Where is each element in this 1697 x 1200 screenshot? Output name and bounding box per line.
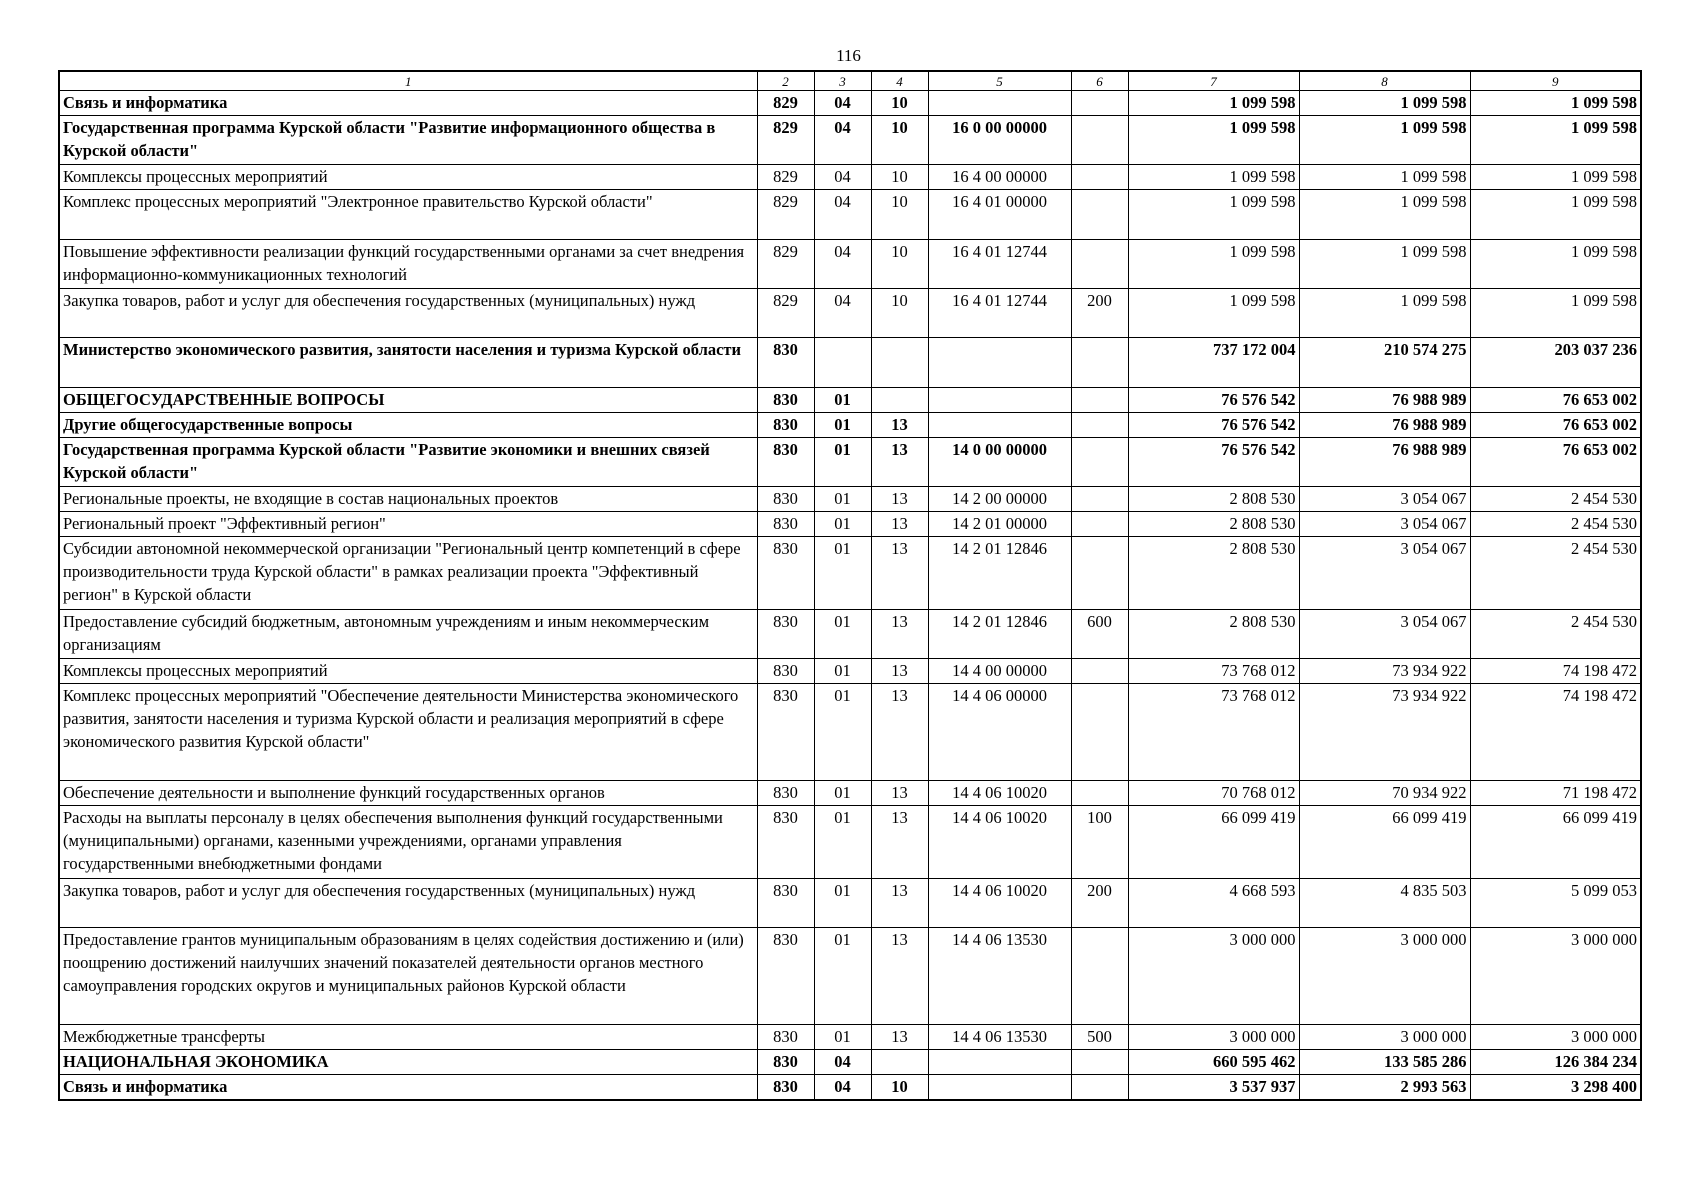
amount-year-3: 203 037 236 bbox=[1470, 338, 1641, 388]
row-name: Комплексы процессных мероприятий bbox=[59, 165, 757, 190]
table-row bbox=[59, 240, 1641, 289]
table-row bbox=[59, 610, 1641, 659]
amount-year-3: 3 000 000 bbox=[1470, 1025, 1641, 1050]
table-row bbox=[59, 1050, 1641, 1075]
amount-year-1: 1 099 598 bbox=[1128, 289, 1299, 338]
subsection-code: 13 bbox=[871, 1025, 928, 1050]
grbs-code: 830 bbox=[757, 438, 814, 487]
target-article-code bbox=[928, 91, 1071, 116]
subsection-code: 13 bbox=[871, 781, 928, 806]
grbs-code: 830 bbox=[757, 1025, 814, 1050]
amount-year-2: 1 099 598 bbox=[1299, 91, 1470, 116]
section-code: 01 bbox=[814, 684, 871, 781]
table-row bbox=[59, 537, 1641, 610]
target-article-code: 14 4 06 13530 bbox=[928, 928, 1071, 1025]
row-name: ОБЩЕГОСУДАРСТВЕННЫЕ ВОПРОСЫ bbox=[59, 388, 757, 413]
amount-year-2: 2 993 563 bbox=[1299, 1075, 1470, 1101]
target-article-code: 14 4 06 10020 bbox=[928, 781, 1071, 806]
amount-year-3: 74 198 472 bbox=[1470, 684, 1641, 781]
row-name: Государственная программа Курской области "Развитие информационного общества в Курской области" bbox=[59, 116, 757, 165]
grbs-code: 829 bbox=[757, 190, 814, 240]
target-article-code: 16 4 00 00000 bbox=[928, 165, 1071, 190]
amount-year-2: 76 988 989 bbox=[1299, 413, 1470, 438]
section-code: 04 bbox=[814, 1075, 871, 1101]
subsection-code: 10 bbox=[871, 116, 928, 165]
target-article-code: 16 0 00 00000 bbox=[928, 116, 1071, 165]
table-row bbox=[59, 438, 1641, 487]
table-row bbox=[59, 879, 1641, 928]
target-article-code: 14 4 06 13530 bbox=[928, 1025, 1071, 1050]
table-row bbox=[59, 684, 1641, 781]
row-name: Другие общегосударственные вопросы bbox=[59, 413, 757, 438]
target-article-code: 16 4 01 00000 bbox=[928, 190, 1071, 240]
page-number: 116 bbox=[836, 46, 861, 65]
column-number: 3 bbox=[814, 71, 871, 91]
row-name: Предоставление грантов муниципальным образованиям в целях содействия достижению и (или) поощрению достижений наилучших значений показателей деятельности органов местного самоуправления городских округов и муниципальных районов Курской области bbox=[59, 928, 757, 1025]
amount-year-1: 3 000 000 bbox=[1128, 928, 1299, 1025]
amount-year-2: 76 988 989 bbox=[1299, 438, 1470, 487]
column-number-row bbox=[59, 71, 1641, 91]
grbs-code: 830 bbox=[757, 659, 814, 684]
expense-type-code: 200 bbox=[1071, 879, 1128, 928]
amount-year-2: 3 054 067 bbox=[1299, 610, 1470, 659]
amount-year-1: 2 808 530 bbox=[1128, 512, 1299, 537]
row-name: Связь и информатика bbox=[59, 1075, 757, 1101]
grbs-code: 830 bbox=[757, 388, 814, 413]
subsection-code: 13 bbox=[871, 659, 928, 684]
target-article-code bbox=[928, 413, 1071, 438]
subsection-code: 10 bbox=[871, 190, 928, 240]
amount-year-3: 1 099 598 bbox=[1470, 240, 1641, 289]
subsection-code: 13 bbox=[871, 684, 928, 781]
table-row bbox=[59, 1075, 1641, 1101]
column-number: 9 bbox=[1470, 71, 1641, 91]
target-article-code: 14 4 06 10020 bbox=[928, 879, 1071, 928]
amount-year-3: 126 384 234 bbox=[1470, 1050, 1641, 1075]
amount-year-3: 66 099 419 bbox=[1470, 806, 1641, 879]
amount-year-2: 133 585 286 bbox=[1299, 1050, 1470, 1075]
table-row bbox=[59, 190, 1641, 240]
amount-year-3: 1 099 598 bbox=[1470, 190, 1641, 240]
section-code: 01 bbox=[814, 659, 871, 684]
table-row bbox=[59, 928, 1641, 1025]
subsection-code: 13 bbox=[871, 610, 928, 659]
section-code: 01 bbox=[814, 928, 871, 1025]
table-row bbox=[59, 512, 1641, 537]
target-article-code: 14 2 01 12846 bbox=[928, 537, 1071, 610]
grbs-code: 830 bbox=[757, 537, 814, 610]
expense-type-code bbox=[1071, 413, 1128, 438]
expense-type-code bbox=[1071, 165, 1128, 190]
table-row bbox=[59, 659, 1641, 684]
table-row bbox=[59, 781, 1641, 806]
grbs-code: 830 bbox=[757, 928, 814, 1025]
subsection-code: 10 bbox=[871, 165, 928, 190]
grbs-code: 830 bbox=[757, 610, 814, 659]
amount-year-2: 3 054 067 bbox=[1299, 487, 1470, 512]
amount-year-1: 660 595 462 bbox=[1128, 1050, 1299, 1075]
target-article-code: 14 2 01 12846 bbox=[928, 610, 1071, 659]
table-row bbox=[59, 116, 1641, 165]
subsection-code: 13 bbox=[871, 537, 928, 610]
expense-type-code bbox=[1071, 388, 1128, 413]
amount-year-2: 3 000 000 bbox=[1299, 1025, 1470, 1050]
amount-year-3: 74 198 472 bbox=[1470, 659, 1641, 684]
amount-year-1: 4 668 593 bbox=[1128, 879, 1299, 928]
amount-year-2: 210 574 275 bbox=[1299, 338, 1470, 388]
subsection-code: 13 bbox=[871, 928, 928, 1025]
column-number: 5 bbox=[928, 71, 1071, 91]
amount-year-2: 1 099 598 bbox=[1299, 190, 1470, 240]
grbs-code: 830 bbox=[757, 781, 814, 806]
amount-year-1: 1 099 598 bbox=[1128, 190, 1299, 240]
amount-year-3: 5 099 053 bbox=[1470, 879, 1641, 928]
expense-type-code bbox=[1071, 438, 1128, 487]
column-number: 7 bbox=[1128, 71, 1299, 91]
row-name: Межбюджетные трансферты bbox=[59, 1025, 757, 1050]
row-name: Комплексы процессных мероприятий bbox=[59, 659, 757, 684]
subsection-code: 10 bbox=[871, 1075, 928, 1101]
target-article-code: 16 4 01 12744 bbox=[928, 289, 1071, 338]
table-row bbox=[59, 165, 1641, 190]
amount-year-3: 1 099 598 bbox=[1470, 289, 1641, 338]
row-name: Повышение эффективности реализации функций государственными органами за счет внедрения информационно-коммуникационных технологий bbox=[59, 240, 757, 289]
row-name: Субсидии автономной некоммерческой организации "Региональный центр компетенций в сфере производительности труда Курской области" в рамках реализации проекта "Эффективный регион" в Курской области bbox=[59, 537, 757, 610]
amount-year-2: 70 934 922 bbox=[1299, 781, 1470, 806]
target-article-code: 14 2 01 00000 bbox=[928, 512, 1071, 537]
column-number: 4 bbox=[871, 71, 928, 91]
section-code: 04 bbox=[814, 165, 871, 190]
expense-type-code bbox=[1071, 512, 1128, 537]
expense-type-code bbox=[1071, 91, 1128, 116]
expense-type-code: 600 bbox=[1071, 610, 1128, 659]
section-code: 01 bbox=[814, 413, 871, 438]
grbs-code: 829 bbox=[757, 91, 814, 116]
table-row bbox=[59, 289, 1641, 338]
column-number: 1 bbox=[59, 71, 757, 91]
section-code: 01 bbox=[814, 1025, 871, 1050]
amount-year-3: 1 099 598 bbox=[1470, 165, 1641, 190]
section-code: 04 bbox=[814, 240, 871, 289]
budget-table bbox=[58, 70, 1642, 1101]
amount-year-2: 3 054 067 bbox=[1299, 537, 1470, 610]
grbs-code: 830 bbox=[757, 1075, 814, 1101]
grbs-code: 830 bbox=[757, 684, 814, 781]
grbs-code: 829 bbox=[757, 165, 814, 190]
amount-year-3: 76 653 002 bbox=[1470, 388, 1641, 413]
row-name: Комплекс процессных мероприятий "Электронное правительство Курской области" bbox=[59, 190, 757, 240]
amount-year-2: 76 988 989 bbox=[1299, 388, 1470, 413]
amount-year-2: 3 000 000 bbox=[1299, 928, 1470, 1025]
section-code: 04 bbox=[814, 91, 871, 116]
grbs-code: 830 bbox=[757, 338, 814, 388]
amount-year-1: 1 099 598 bbox=[1128, 116, 1299, 165]
row-name: Закупка товаров, работ и услуг для обеспечения государственных (муниципальных) нужд bbox=[59, 879, 757, 928]
row-name: Связь и информатика bbox=[59, 91, 757, 116]
section-code: 01 bbox=[814, 610, 871, 659]
amount-year-2: 73 934 922 bbox=[1299, 659, 1470, 684]
row-name: Министерство экономического развития, занятости населения и туризма Курской области bbox=[59, 338, 757, 388]
subsection-code: 13 bbox=[871, 487, 928, 512]
table-row bbox=[59, 413, 1641, 438]
target-article-code: 14 4 06 00000 bbox=[928, 684, 1071, 781]
row-name: Комплекс процессных мероприятий "Обеспечение деятельности Министерства экономического развития, занятости населения и туризма Курской области и реализация мероприятий в сфере экономического развития Курской области" bbox=[59, 684, 757, 781]
subsection-code: 13 bbox=[871, 512, 928, 537]
section-code: 01 bbox=[814, 781, 871, 806]
subsection-code: 13 bbox=[871, 879, 928, 928]
section-code: 01 bbox=[814, 537, 871, 610]
amount-year-3: 2 454 530 bbox=[1470, 610, 1641, 659]
expense-type-code bbox=[1071, 928, 1128, 1025]
expense-type-code bbox=[1071, 781, 1128, 806]
row-name: Предоставление субсидий бюджетным, автономным учреждениям и иным некоммерческим организациям bbox=[59, 610, 757, 659]
amount-year-2: 1 099 598 bbox=[1299, 165, 1470, 190]
amount-year-3: 3 298 400 bbox=[1470, 1075, 1641, 1101]
expense-type-code bbox=[1071, 1050, 1128, 1075]
amount-year-3: 2 454 530 bbox=[1470, 512, 1641, 537]
amount-year-1: 1 099 598 bbox=[1128, 165, 1299, 190]
amount-year-2: 1 099 598 bbox=[1299, 289, 1470, 338]
subsection-code bbox=[871, 338, 928, 388]
table-row bbox=[59, 806, 1641, 879]
expense-type-code bbox=[1071, 684, 1128, 781]
amount-year-2: 1 099 598 bbox=[1299, 240, 1470, 289]
subsection-code bbox=[871, 388, 928, 413]
amount-year-2: 1 099 598 bbox=[1299, 116, 1470, 165]
target-article-code: 14 4 00 00000 bbox=[928, 659, 1071, 684]
column-number: 2 bbox=[757, 71, 814, 91]
section-code: 01 bbox=[814, 512, 871, 537]
expense-type-code bbox=[1071, 116, 1128, 165]
section-code bbox=[814, 338, 871, 388]
subsection-code: 13 bbox=[871, 413, 928, 438]
target-article-code bbox=[928, 1050, 1071, 1075]
amount-year-1: 1 099 598 bbox=[1128, 91, 1299, 116]
grbs-code: 830 bbox=[757, 413, 814, 438]
expense-type-code: 200 bbox=[1071, 289, 1128, 338]
expense-type-code bbox=[1071, 487, 1128, 512]
row-name: НАЦИОНАЛЬНАЯ ЭКОНОМИКА bbox=[59, 1050, 757, 1075]
amount-year-1: 66 099 419 bbox=[1128, 806, 1299, 879]
section-code: 01 bbox=[814, 806, 871, 879]
amount-year-2: 3 054 067 bbox=[1299, 512, 1470, 537]
table-row bbox=[59, 388, 1641, 413]
amount-year-1: 76 576 542 bbox=[1128, 388, 1299, 413]
amount-year-1: 2 808 530 bbox=[1128, 610, 1299, 659]
row-name: Региональные проекты, не входящие в состав национальных проектов bbox=[59, 487, 757, 512]
amount-year-2: 73 934 922 bbox=[1299, 684, 1470, 781]
amount-year-3: 1 099 598 bbox=[1470, 91, 1641, 116]
section-code: 01 bbox=[814, 438, 871, 487]
amount-year-1: 3 000 000 bbox=[1128, 1025, 1299, 1050]
amount-year-3: 76 653 002 bbox=[1470, 413, 1641, 438]
table-row bbox=[59, 91, 1641, 116]
expense-type-code bbox=[1071, 659, 1128, 684]
section-code: 04 bbox=[814, 1050, 871, 1075]
amount-year-1: 73 768 012 bbox=[1128, 684, 1299, 781]
expense-type-code: 500 bbox=[1071, 1025, 1128, 1050]
section-code: 04 bbox=[814, 289, 871, 338]
grbs-code: 829 bbox=[757, 116, 814, 165]
grbs-code: 830 bbox=[757, 806, 814, 879]
grbs-code: 830 bbox=[757, 879, 814, 928]
amount-year-3: 71 198 472 bbox=[1470, 781, 1641, 806]
amount-year-3: 3 000 000 bbox=[1470, 928, 1641, 1025]
subsection-code: 13 bbox=[871, 806, 928, 879]
table-row bbox=[59, 338, 1641, 388]
section-code: 04 bbox=[814, 116, 871, 165]
amount-year-3: 1 099 598 bbox=[1470, 116, 1641, 165]
grbs-code: 830 bbox=[757, 1050, 814, 1075]
amount-year-1: 3 537 937 bbox=[1128, 1075, 1299, 1101]
amount-year-1: 73 768 012 bbox=[1128, 659, 1299, 684]
row-name: Расходы на выплаты персоналу в целях обеспечения выполнения функций государственными (муниципальными) органами, казенными учреждениями, органами управления государственными внебюджетными фондами bbox=[59, 806, 757, 879]
subsection-code: 13 bbox=[871, 438, 928, 487]
amount-year-1: 737 172 004 bbox=[1128, 338, 1299, 388]
target-article-code: 14 4 06 10020 bbox=[928, 806, 1071, 879]
target-article-code bbox=[928, 338, 1071, 388]
amount-year-1: 76 576 542 bbox=[1128, 438, 1299, 487]
amount-year-1: 1 099 598 bbox=[1128, 240, 1299, 289]
amount-year-1: 2 808 530 bbox=[1128, 487, 1299, 512]
column-number: 6 bbox=[1071, 71, 1128, 91]
amount-year-3: 2 454 530 bbox=[1470, 537, 1641, 610]
section-code: 01 bbox=[814, 487, 871, 512]
row-name: Государственная программа Курской области "Развитие экономики и внешних связей Курской области" bbox=[59, 438, 757, 487]
amount-year-2: 4 835 503 bbox=[1299, 879, 1470, 928]
target-article-code: 16 4 01 12744 bbox=[928, 240, 1071, 289]
grbs-code: 829 bbox=[757, 289, 814, 338]
amount-year-1: 2 808 530 bbox=[1128, 537, 1299, 610]
expense-type-code bbox=[1071, 1075, 1128, 1101]
subsection-code: 10 bbox=[871, 91, 928, 116]
expense-type-code bbox=[1071, 190, 1128, 240]
target-article-code: 14 2 00 00000 bbox=[928, 487, 1071, 512]
amount-year-1: 70 768 012 bbox=[1128, 781, 1299, 806]
expense-type-code: 100 bbox=[1071, 806, 1128, 879]
grbs-code: 830 bbox=[757, 487, 814, 512]
grbs-code: 830 bbox=[757, 512, 814, 537]
subsection-code bbox=[871, 1050, 928, 1075]
section-code: 04 bbox=[814, 190, 871, 240]
section-code: 01 bbox=[814, 388, 871, 413]
column-number: 8 bbox=[1299, 71, 1470, 91]
expense-type-code bbox=[1071, 240, 1128, 289]
amount-year-3: 2 454 530 bbox=[1470, 487, 1641, 512]
section-code: 01 bbox=[814, 879, 871, 928]
amount-year-1: 76 576 542 bbox=[1128, 413, 1299, 438]
expense-type-code bbox=[1071, 338, 1128, 388]
row-name: Обеспечение деятельности и выполнение функций государственных органов bbox=[59, 781, 757, 806]
amount-year-3: 76 653 002 bbox=[1470, 438, 1641, 487]
target-article-code bbox=[928, 388, 1071, 413]
amount-year-2: 66 099 419 bbox=[1299, 806, 1470, 879]
subsection-code: 10 bbox=[871, 289, 928, 338]
row-name: Региональный проект "Эффективный регион" bbox=[59, 512, 757, 537]
expense-type-code bbox=[1071, 537, 1128, 610]
grbs-code: 829 bbox=[757, 240, 814, 289]
table-row bbox=[59, 1025, 1641, 1050]
target-article-code bbox=[928, 1075, 1071, 1101]
subsection-code: 10 bbox=[871, 240, 928, 289]
table-row bbox=[59, 487, 1641, 512]
target-article-code: 14 0 00 00000 bbox=[928, 438, 1071, 487]
row-name: Закупка товаров, работ и услуг для обеспечения государственных (муниципальных) нужд bbox=[59, 289, 757, 338]
